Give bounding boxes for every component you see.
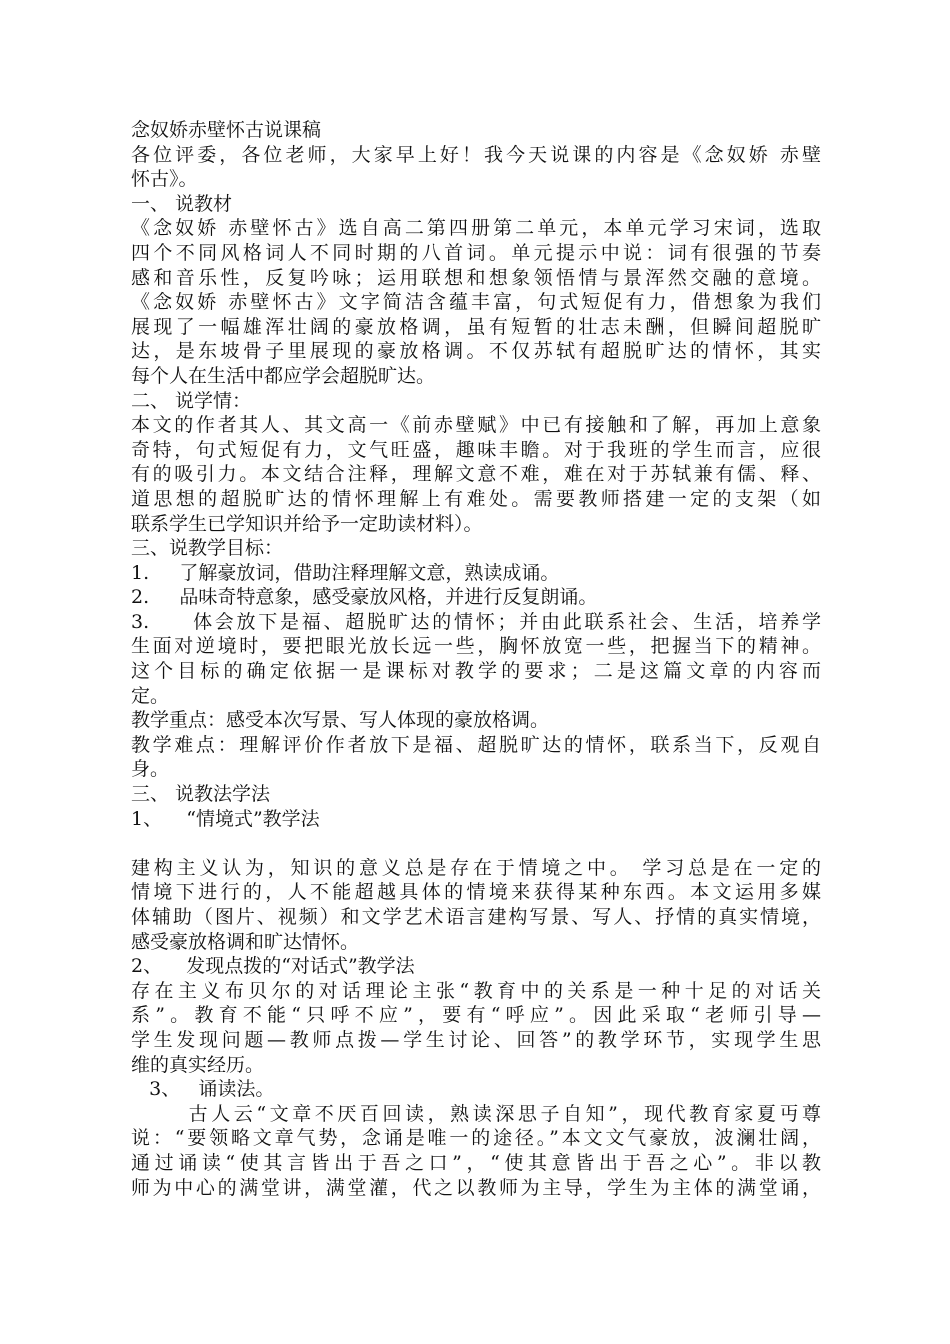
paragraph-line: 有的吸引力。本文结合注释，理解文意不难，难在对于苏轼兼有儒、释、	[131, 463, 821, 486]
subsection-heading: 2、 发现点拨的“对话式”教学法	[131, 955, 415, 978]
paragraph-line: 生面对逆境时，要把眼光放长远一些，胸怀放宽一些，把握当下的精神。	[131, 635, 821, 658]
paragraph-line: 四个不同风格词人不同时期的八首词。单元提示中说：词有很强的节奏	[131, 241, 821, 264]
paragraph-line: 体辅助（图片、视频）和文学艺术语言建构写景、写人、抒情的真实情境，	[131, 906, 821, 928]
paragraph-line: 古人云“文章不厌百回读，熟读深思子自知”，现代教育家夏丏尊	[131, 1102, 821, 1125]
paragraph-line: 奇特，句式短促有力，文气旺盛，趣味丰瞻。对于我班的学生而言，应很	[131, 438, 821, 461]
section-heading-methods: 三、 说教法学法	[131, 783, 271, 806]
document-page	[131, 118, 821, 1200]
document-title: 念奴娇赤壁怀古说课稿	[131, 119, 322, 141]
objective-item: 1. 了解豪放词，借助注释理解文意，熟读成诵。	[131, 561, 560, 584]
difficult-point: 教学难点：理解评价作者放下是福、超脱旷达的情怀，联系当下，反观自	[131, 733, 821, 756]
paragraph-line: 存在主义布贝尔的对话理论主张“教育中的关系是一种十足的对话关	[131, 979, 821, 1002]
blank-line	[131, 831, 821, 856]
paragraph-line: 维的真实经历。	[131, 1053, 265, 1076]
paragraph-line: 联系学生已学知识并给予一定助读材料）。	[131, 512, 483, 535]
objective-item: 3. 体会放下是福、超脱旷达的情怀；并由此联系社会、生活，培养学	[131, 610, 821, 633]
subsection-heading: 1、 “情境式”教学法	[131, 807, 320, 830]
subsection-heading: 3、 诵读法。	[131, 1078, 275, 1101]
paragraph-line: 道思想的超脱旷达的情怀理解上有难处。需要教师搭建一定的支架（如	[131, 487, 821, 510]
section-heading-textbook: 一、 说教材	[131, 192, 233, 215]
paragraph-line: 达，是东坡骨子里展现的豪放格调。不仅苏轼有超脱旷达的情怀，其实	[131, 340, 821, 363]
objective-item: 2. 品味奇特意象，感受豪放风格，并进行反复朗诵。	[131, 586, 598, 609]
paragraph-line: 每个人在生活中都应学会超脱旷达。	[131, 364, 436, 387]
intro-line: 怀古》。	[131, 168, 198, 191]
intro-line: 各位评委，各位老师，大家早上好！我今天说课的内容是《念奴娇 赤壁	[131, 143, 821, 166]
paragraph-line: 感和音乐性，反复吟咏；运用联想和想象领悟情与景浑然交融的意境。	[131, 266, 821, 289]
paragraph-line: 定。	[131, 684, 170, 707]
paragraph-line: 学生发现问题—教师点拨—学生讨论、回答”的教学环节，实现学生思	[131, 1028, 821, 1051]
section-heading-students: 二、 说学情：	[131, 389, 252, 412]
paragraph-line: 《念奴娇 赤壁怀古》文字简洁含蕴丰富，句式短促有力，借想象为我们	[131, 291, 821, 314]
paragraph-line: 建构主义认为，知识的意义总是存在于情境之中。 学习总是在一定的	[131, 856, 821, 879]
paragraph-line: 展现了一幅雄浑壮阔的豪放格调，虽有短暂的壮志未酬，但瞬间超脱旷	[131, 315, 821, 338]
paragraph-line: 感受豪放格调和旷达情怀。	[131, 930, 360, 953]
paragraph-line: 情境下进行的，人不能超越具体的情境来获得某种东西。本文运用多媒	[131, 881, 821, 904]
paragraph-line: 身。	[131, 758, 170, 781]
key-point: 教学重点：感受本次写景、写人体现的豪放格调。	[131, 709, 550, 732]
paragraph-line: 师为中心的满堂讲，满堂灌，代之以教师为主导，学生为主体的满堂诵，	[131, 1176, 821, 1199]
paragraph-line: 系”。教育不能“只呼不应”，要有“呼应”。因此采取“老师引导—	[131, 1004, 821, 1027]
paragraph-line: 说：“要领略文章气势，念诵是唯一的途径。”本文文气豪放，波澜壮阔，	[131, 1127, 821, 1150]
section-heading-objectives: 三、说教学目标：	[131, 537, 284, 560]
paragraph-line: 通过诵读“使其言皆出于吾之口”，“使其意皆出于吾之心”。非以教	[131, 1151, 821, 1174]
paragraph-line: 这个目标的确定依据一是课标对教学的要求；二是这篇文章的内容而	[131, 660, 821, 683]
paragraph-line: 本文的作者其人、其文高一《前赤壁赋》中已有接触和了解，再加上意象	[131, 414, 821, 437]
paragraph-line: 《念奴娇 赤壁怀古》选自高二第四册第二单元，本单元学习宋词，选取	[131, 217, 821, 240]
